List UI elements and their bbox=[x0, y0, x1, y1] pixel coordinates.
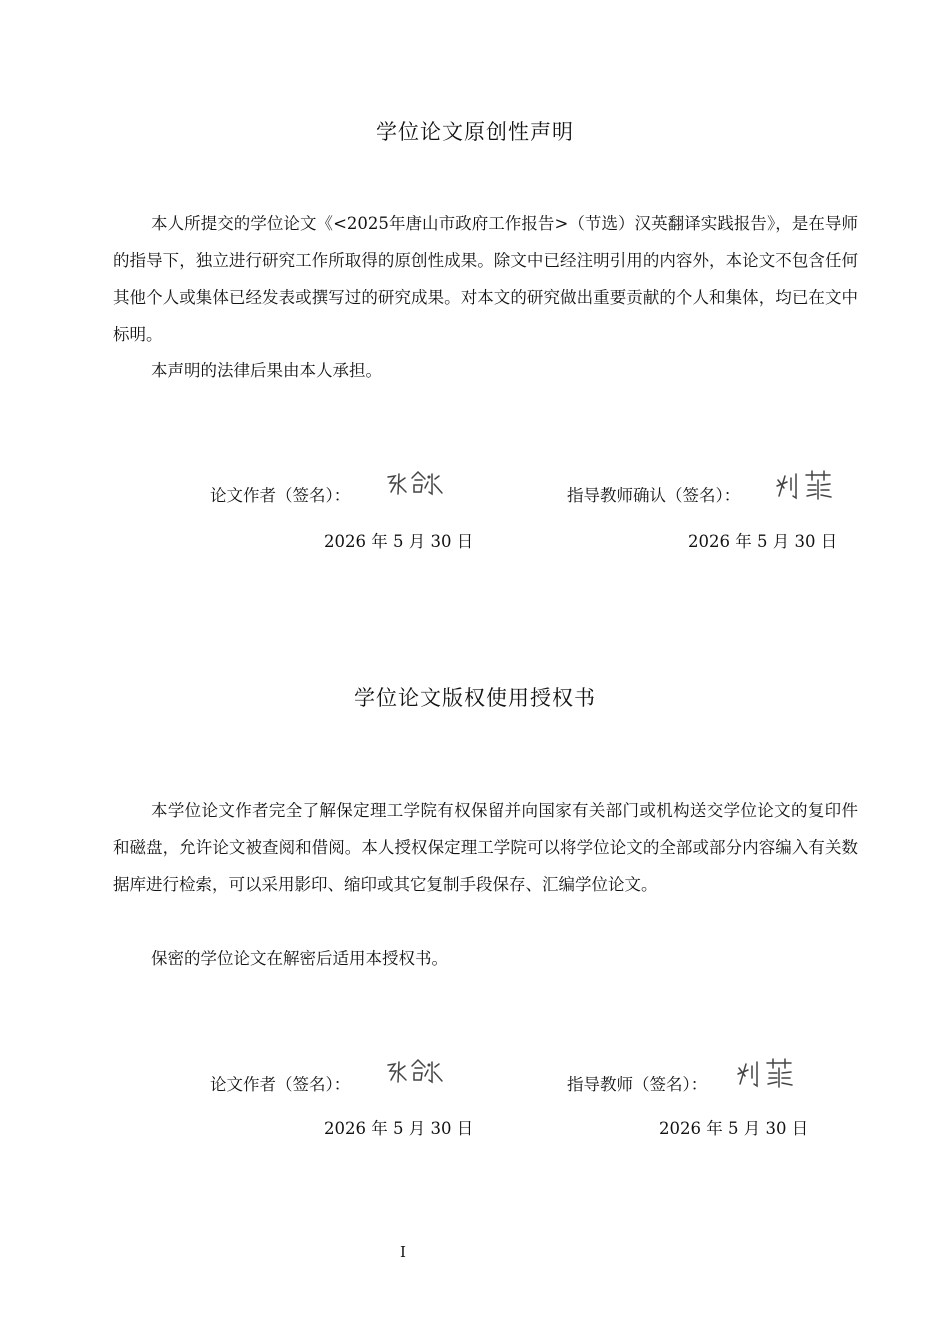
originality-advisor-label: 指导教师确认（签名）： bbox=[567, 486, 741, 505]
copyright-paragraph-2: 保密的学位论文在解密后适用本授权书。 bbox=[151, 949, 448, 968]
copyright-advisor-label: 指导教师（签名）： bbox=[567, 1075, 708, 1094]
copyright-paragraph-1: 本学位论文作者完全了解保定理工学院有权保留并向国家有关部门或机构送交学位论文的复印件和磁盘，允许论文被查阅和借阅。本人授权保定理工学院可以将学位论文的全部或部分内容编入有关数据库进行检索，可以采用影印、缩印或其它复制手段保存、汇编学位论文。 bbox=[113, 801, 858, 894]
originality-author-date: 2026 年 5 月 30 日 bbox=[324, 532, 474, 551]
copyright-author-signature bbox=[384, 1056, 454, 1088]
originality-paragraph-1: 本人所提交的学位论文《<2025年唐山市政府工作报告>（节选）汉英翻译实践报告》，是在导师的指导下，独立进行研究工作所取得的原创性成果。除文中已经注明引用的内容外，本论文不包含任何其他个人或集体已经发表或撰写过的研究成果。对本文的研究做出重要贡献的个人和集体，均已在文中标明。 bbox=[113, 214, 858, 344]
originality-advisor-signature bbox=[774, 468, 836, 502]
originality-author-label: 论文作者（签名）： bbox=[210, 486, 351, 505]
originality-author-signature bbox=[384, 468, 454, 500]
originality-advisor-date: 2026 年 5 月 30 日 bbox=[688, 532, 838, 551]
page-number: I bbox=[400, 1243, 406, 1261]
copyright-author-label: 论文作者（签名）： bbox=[210, 1075, 351, 1094]
copyright-advisor-signature bbox=[735, 1056, 797, 1090]
originality-title: 学位论文原创性声明 bbox=[376, 120, 574, 144]
copyright-advisor-date: 2026 年 5 月 30 日 bbox=[659, 1119, 809, 1138]
originality-paragraph-2: 本声明的法律后果由本人承担。 bbox=[151, 361, 382, 380]
copyright-author-date: 2026 年 5 月 30 日 bbox=[324, 1119, 474, 1138]
copyright-title: 学位论文版权使用授权书 bbox=[354, 686, 596, 710]
